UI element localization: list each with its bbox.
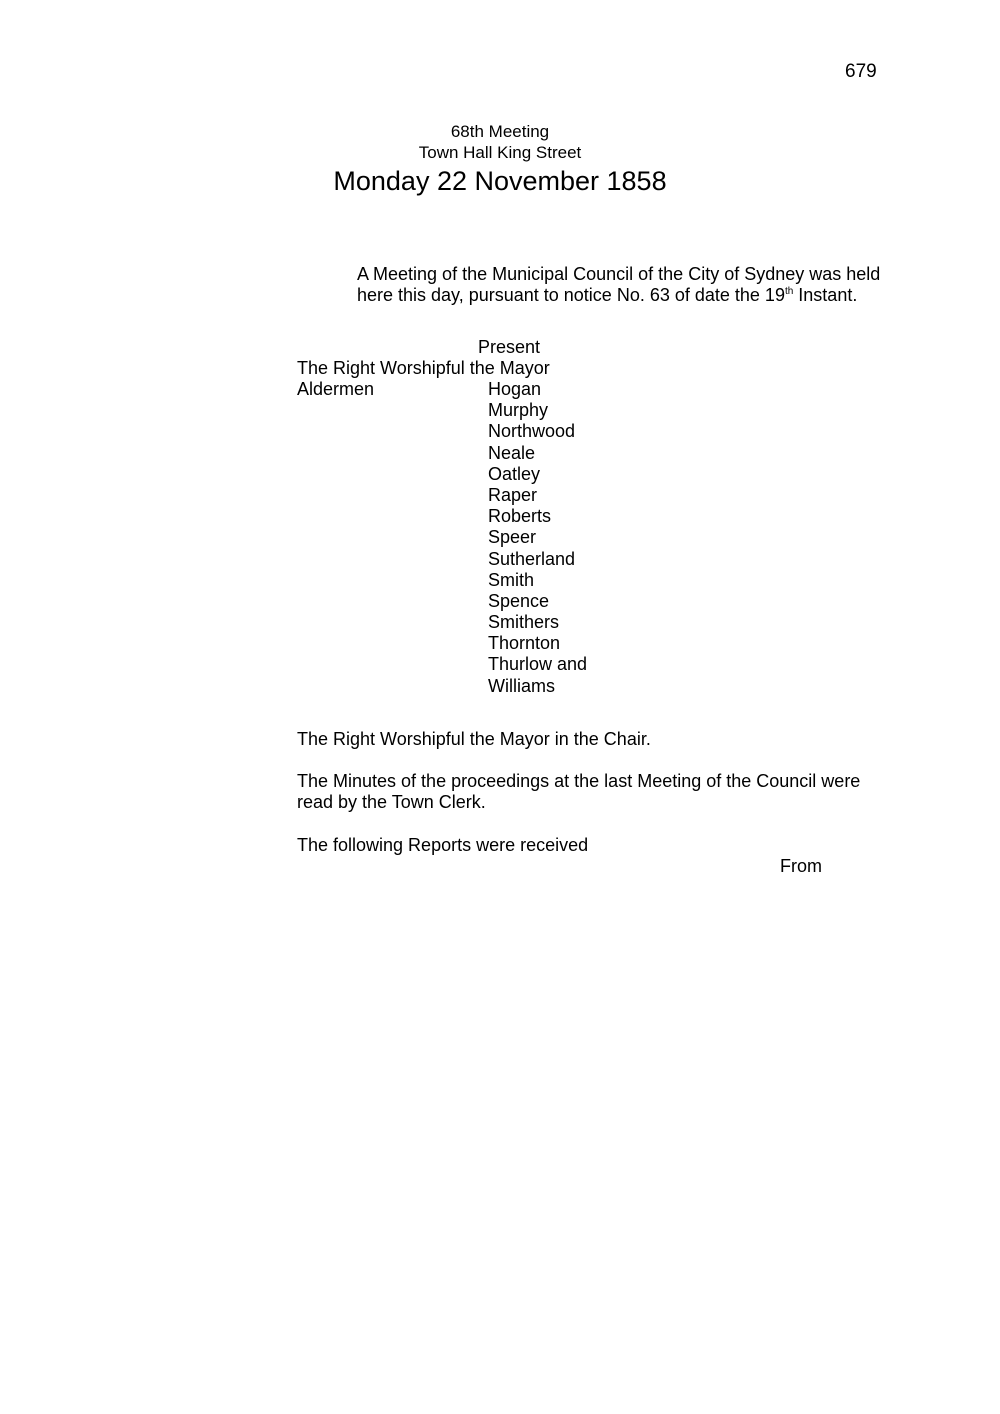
intro-line-1: A Meeting of the Municipal Council of the City of Sydney was held — [357, 264, 881, 284]
alderman-name: Neale — [488, 442, 536, 463]
aldermen-label: Aldermen — [297, 379, 375, 399]
alderman-name: Smithers — [488, 612, 560, 633]
alderman-name: Sutherland — [488, 548, 576, 569]
alderman-name: Thurlow and — [488, 654, 588, 675]
reports-line: The following Reports were received — [297, 835, 589, 855]
catchword: From — [780, 856, 822, 876]
alderman-name: Raper — [488, 484, 538, 505]
aldermen-list — [488, 379, 587, 697]
alderman-name: Hogan — [488, 379, 542, 399]
alderman-name: Williams — [488, 675, 555, 696]
intro-line-2-text: here this day, pursuant to notice No. 63 of date the 19 — [357, 285, 785, 305]
meeting-date: Monday 22 November 1858 — [333, 166, 667, 196]
intro-paragraph — [357, 264, 880, 306]
alderman-name: Northwood — [488, 421, 576, 442]
minutes-line-2: read by the Town Clerk. — [297, 792, 486, 812]
alderman-name: Murphy — [488, 400, 549, 421]
mayor-line: The Right Worshipful the Mayor — [297, 358, 550, 378]
page-number: 679 — [845, 61, 877, 82]
intro-line-2-end: Instant. — [793, 285, 858, 305]
chair-line: The Right Worshipful the Mayor in the Chair. — [297, 729, 651, 749]
meeting-number: 68th Meeting — [450, 122, 550, 141]
alderman-name: Oatley — [488, 463, 541, 484]
minutes-paragraph — [297, 771, 860, 813]
minutes-line-1: The Minutes of the proceedings at the last Meeting of the Council were — [297, 771, 861, 791]
ordinal-suffix: th — [784, 286, 794, 297]
intro-line-2 — [357, 285, 880, 306]
alderman-name: Speer — [488, 527, 537, 548]
alderman-name: Smith — [488, 569, 535, 590]
alderman-name: Thornton — [488, 633, 561, 654]
alderman-name: Roberts — [488, 506, 552, 527]
alderman-name: Spence — [488, 590, 550, 611]
present-heading: Present — [478, 337, 541, 357]
meeting-place: Town Hall King Street — [418, 143, 582, 162]
